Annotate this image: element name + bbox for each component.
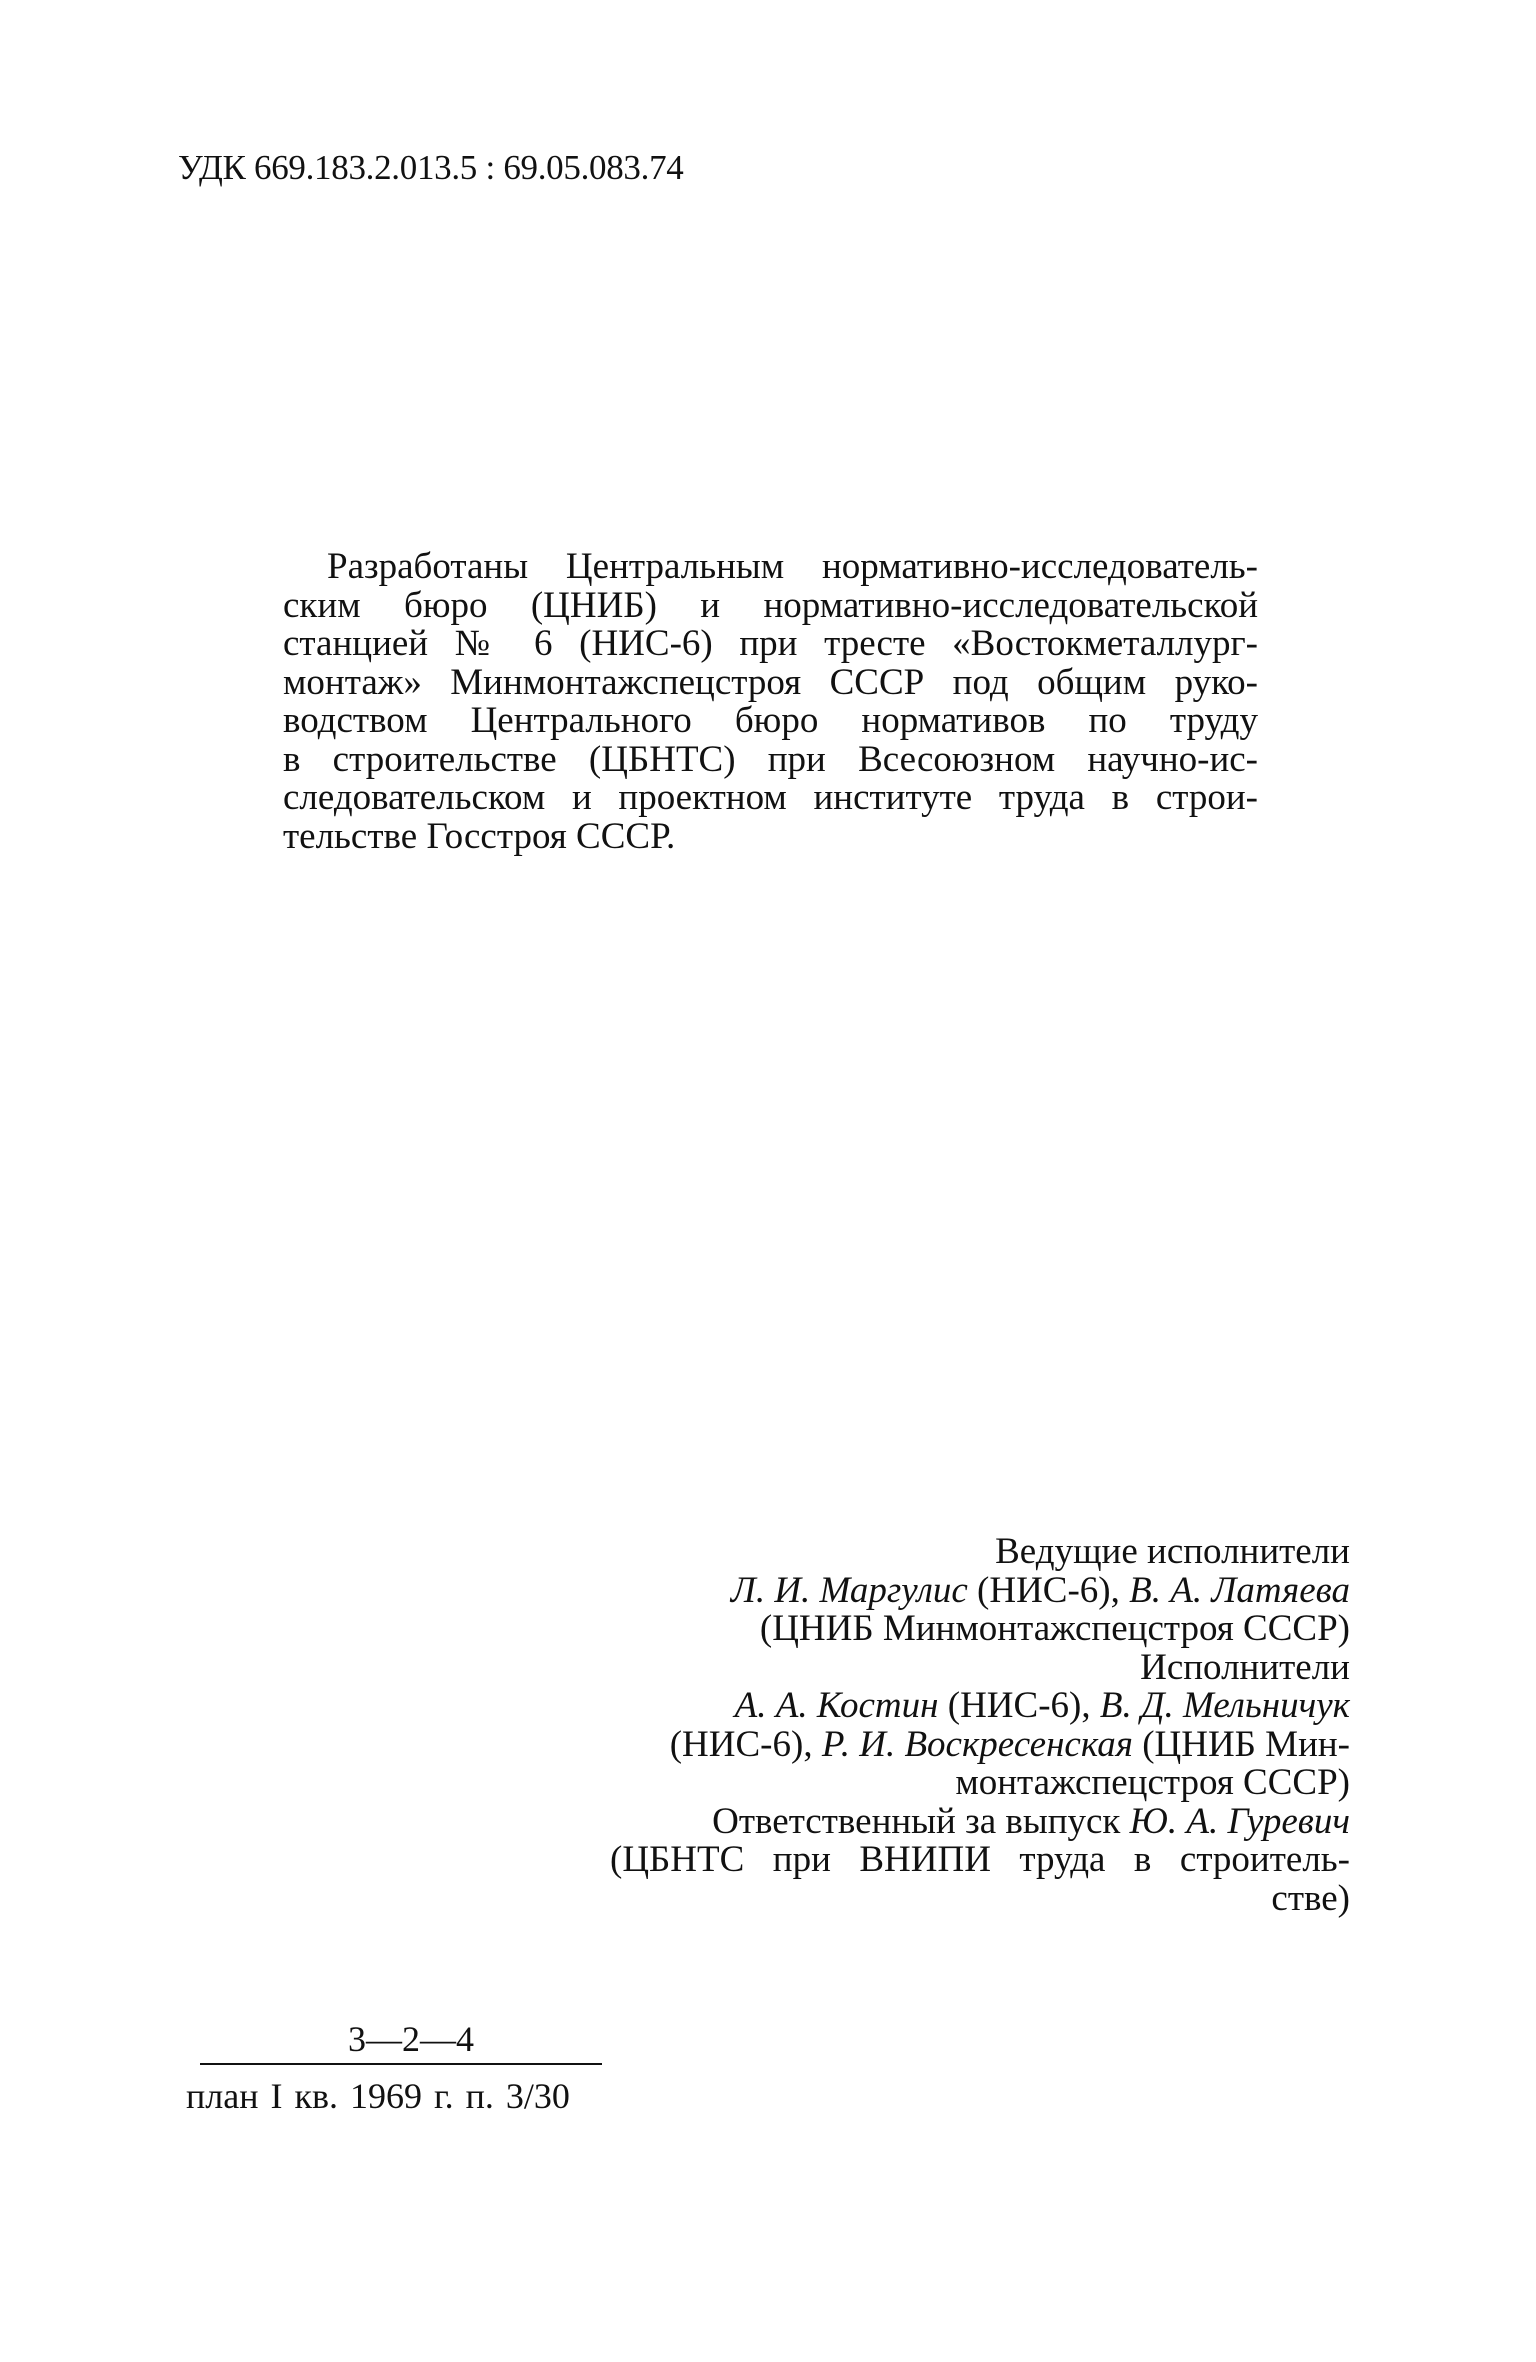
developed-by-line: следовательском и проектном институте труда в строи- [283, 777, 1258, 818]
lead-executor-name: Л. И. Маргулис [730, 1569, 968, 1611]
responsible-line [610, 1800, 1350, 1842]
lead-executor-org: (НИС-6), [967, 1569, 1130, 1611]
plan-divider [200, 2063, 602, 2065]
lead-executors-heading: Ведущие исполнители [995, 1531, 1350, 1572]
responsible-org: (ЦБНТС при ВНИПИ труда в строитель- [610, 1839, 1350, 1880]
developed-by-line: тельстве Госстроя СССР. [283, 815, 676, 857]
responsible-org: стве) [1271, 1877, 1350, 1919]
udk-code: УДК 669.183.2.013.5 : 69.05.083.74 [178, 148, 684, 187]
lead-executor-org: (ЦНИБ Минмонтажспецстроя СССР) [759, 1608, 1350, 1649]
executors-line [610, 1687, 1350, 1726]
credits-block [610, 1533, 1350, 1918]
executor-org: (НИС-6), [938, 1685, 1100, 1726]
developed-by-line: ским бюро (ЦНИБ) и нормативно-исследовательской [283, 584, 1258, 626]
executors-heading: Исполнители [1140, 1646, 1350, 1688]
developed-by-line: станцией № 6 (НИС-6) при тресте «Востокметаллург- [283, 623, 1258, 664]
developed-by-line: монтаж» Минмонтажспецстроя СССР под общим руко- [283, 661, 1258, 703]
executor-org: (ЦНИБ Мин- [1132, 1723, 1350, 1765]
responsible-name: Ю. А. Гуревич [1129, 1800, 1350, 1842]
lead-executors-line [610, 1569, 1350, 1611]
executors-line [610, 1723, 1350, 1765]
developed-by-line: Разработаны Центральным нормативно-исследователь- [327, 546, 1258, 587]
developed-by-line: в строительстве (ЦБНТС) при Всесоюзном научно-ис- [283, 738, 1258, 780]
executor-name: Р. И. Воскресенская [821, 1723, 1133, 1765]
developed-by-line: водством Центрального бюро нормативов по труду [283, 700, 1258, 741]
plan-text: план I кв. 1969 г. п. 3/30 [186, 2076, 570, 2116]
plan-code: 3—2—4 [348, 2019, 474, 2059]
lead-executor-name: В. А. Латяева [1129, 1569, 1350, 1611]
executor-org: монтажспецстроя СССР) [955, 1762, 1350, 1803]
executor-name: А. А. Костин [734, 1685, 939, 1726]
responsible-prefix: Ответственный за выпуск [712, 1800, 1130, 1842]
executor-org: (НИС-6), [669, 1723, 822, 1765]
executor-name: В. Д. Мельничук [1099, 1685, 1350, 1726]
developed-by-paragraph [283, 548, 1258, 856]
